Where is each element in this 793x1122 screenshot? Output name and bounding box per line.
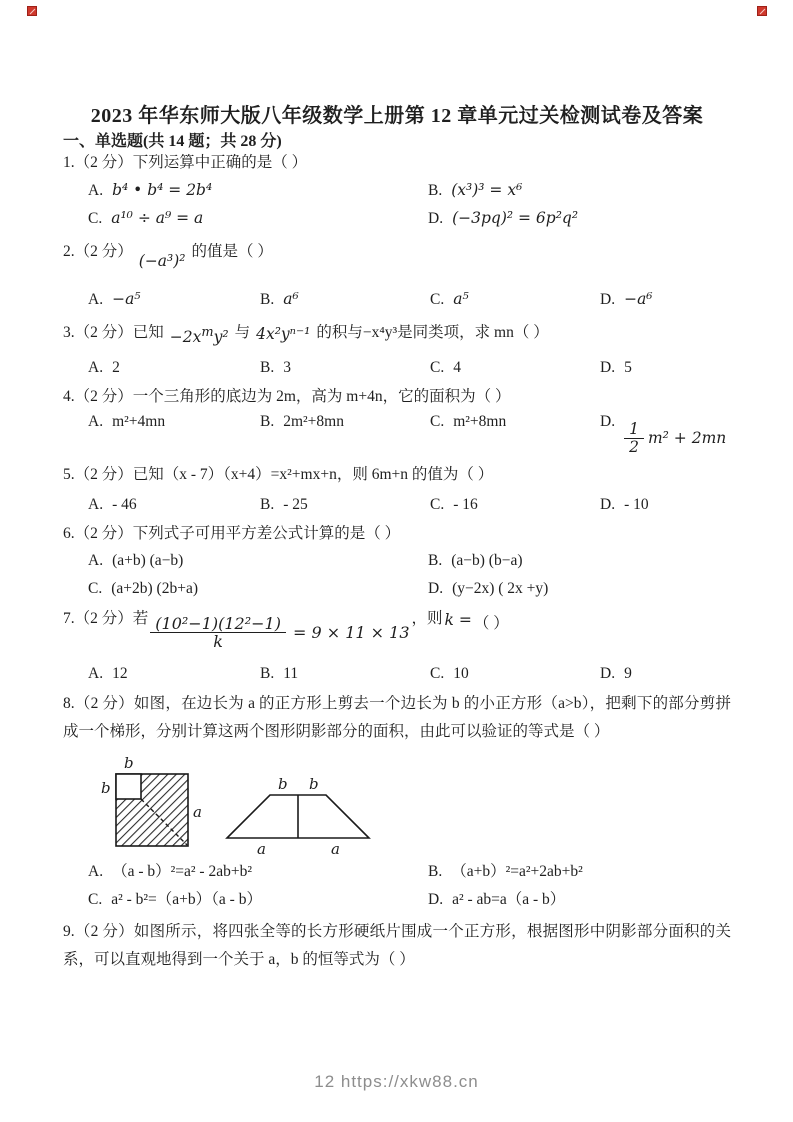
option-value: 9 xyxy=(624,665,632,682)
option-b xyxy=(428,550,731,571)
option-formula: −a⁶ xyxy=(624,290,653,308)
inline-formula: 4x²yⁿ⁻¹ xyxy=(256,325,311,343)
question-9-stem: 9.（2 分）如图所示，将四张全等的长方形硬纸片围成一个正方形，根据图形中阴影部分面积的关系，可以直观地得到一个关于 a，b 的恒等式为（ ） xyxy=(63,923,731,968)
option-formula: a⁵ xyxy=(453,290,469,308)
option-formula: (a+b) (a−b) xyxy=(112,552,184,569)
red-corner-marker-left xyxy=(27,6,37,16)
square-left-label: b xyxy=(101,779,111,797)
option-value: 10 xyxy=(453,665,469,682)
option-formula: (−3pq)² = 6p²q² xyxy=(452,209,579,227)
option-formula: −a⁵ xyxy=(112,290,141,308)
inline-formula: $-2x^my^2$ xyxy=(169,325,229,347)
option-a xyxy=(88,550,428,571)
question-8-stem: 8.（2 分）如图，在边长为 a 的正方形上剪去一个边长为 b 的小正方形（a>b），把剩下的部分剪拼成一个梯形，分别计算这两个图形阴影部分的面积，由此可以验证的等式是（ ） xyxy=(63,695,731,740)
option-label: A. xyxy=(88,359,104,376)
option-label: A. xyxy=(88,182,104,199)
option-d xyxy=(600,411,731,457)
question-5-stem: 5.（2 分）已知（x - 7）（x+4）=x²+mx+n，则 6m+n 的值为（ ） xyxy=(63,466,494,483)
question-2-stem xyxy=(63,239,731,287)
stem-text: 的积与−x⁴y³是同类项，求 mn（ ） xyxy=(316,324,549,341)
option-label: D. xyxy=(600,413,616,430)
option-label: A. xyxy=(88,413,104,430)
option-label: A. xyxy=(88,291,104,308)
question-6 xyxy=(63,524,731,599)
fraction-denominator: k xyxy=(213,632,223,651)
fraction xyxy=(150,615,286,650)
option-label: C. xyxy=(430,496,445,513)
option-formula: (a+2b) (2b+a) xyxy=(111,580,198,597)
option-label: B. xyxy=(428,863,443,880)
question-6-options-row-1 xyxy=(88,550,731,571)
option-value: 5 xyxy=(624,359,632,376)
question-5-options-row xyxy=(88,494,731,515)
option-label: C. xyxy=(430,665,445,682)
option-label: D. xyxy=(600,496,616,513)
option-label: A. xyxy=(88,665,104,682)
inline-formula xyxy=(150,615,409,650)
option-b xyxy=(428,180,731,201)
trapezoid-top-right-label: b xyxy=(309,775,319,793)
option-label: A. xyxy=(88,552,104,569)
question-7 xyxy=(63,606,731,684)
option-formula: m²+8mn xyxy=(453,413,507,430)
stem-text: 与 xyxy=(234,324,251,341)
option-b xyxy=(260,663,430,684)
option-label: D. xyxy=(428,891,444,908)
fraction-denominator: 2 xyxy=(629,438,639,456)
option-label: B. xyxy=(428,182,443,199)
question-4 xyxy=(63,387,731,457)
square-top-label: b xyxy=(124,755,134,772)
question-4-stem: 4.（2 分）一个三角形的底边为 2m，高为 m+4n，它的面积为（ ） xyxy=(63,388,511,405)
inline-formula: (−a³)² xyxy=(138,252,186,270)
option-a xyxy=(88,289,260,310)
question-9 xyxy=(63,918,731,974)
option-value: 11 xyxy=(283,665,299,682)
option-b xyxy=(260,289,430,310)
option-label: B. xyxy=(260,413,275,430)
option-formula: m²+4mn xyxy=(112,413,166,430)
option-a xyxy=(88,411,260,457)
option-formula: (x³)³ = x⁶ xyxy=(451,181,523,199)
option-label: D. xyxy=(428,210,444,227)
option-d xyxy=(428,208,731,229)
option-value: 4 xyxy=(453,359,461,376)
q8-square-figure xyxy=(93,755,205,858)
option-formula: b⁴ • b⁴ = 2b⁴ xyxy=(112,181,213,199)
question-8 xyxy=(63,690,731,910)
question-3 xyxy=(63,320,731,378)
option-label: C. xyxy=(430,359,445,376)
option-d xyxy=(600,289,731,310)
trapezoid-bottom-left-label: a xyxy=(257,840,266,858)
document-content xyxy=(63,103,731,974)
option-label: B. xyxy=(260,291,275,308)
option-formula: a⁶ xyxy=(283,290,299,308)
option-c xyxy=(430,494,600,515)
stem-text: 3.（2 分）已知 xyxy=(63,324,164,341)
option-formula: a¹⁰ ÷ a⁹ = a xyxy=(111,209,204,227)
option-c xyxy=(430,663,600,684)
question-8-options-row-1 xyxy=(88,861,731,882)
option-label: C. xyxy=(430,291,445,308)
question-2-options-row xyxy=(88,289,731,310)
option-formula: （a+b）²=a²+2ab+b² xyxy=(451,863,583,880)
option-label: A. xyxy=(88,863,104,880)
stem-text: 7.（2 分）若 xyxy=(63,610,149,627)
stem-text: （ ） xyxy=(473,615,509,632)
page-title: 2023 年华东师大版八年级数学上册第 12 章单元过关检测试卷及答案 xyxy=(90,105,704,127)
option-c xyxy=(88,208,428,229)
option-formula: (a−b) (b−a) xyxy=(451,552,523,569)
square-right-label: a xyxy=(193,803,202,821)
option-label: D. xyxy=(600,665,616,682)
question-8-figures xyxy=(93,755,731,858)
question-8-options-row-2 xyxy=(88,889,731,910)
option-value: - 46 xyxy=(112,496,137,513)
option-value: 2 xyxy=(112,359,120,376)
option-label: B. xyxy=(428,552,443,569)
option-value: - 16 xyxy=(453,496,478,513)
option-formula: （a - b）²=a² - 2ab+b² xyxy=(112,863,252,880)
question-5 xyxy=(63,465,731,515)
question-1-options-row-2 xyxy=(88,208,731,229)
option-d xyxy=(428,889,731,910)
option-b xyxy=(260,411,430,457)
formula-equals: = 9 × 11 × 13 xyxy=(292,623,410,642)
option-formula: a² - b²=（a+b）（a - b） xyxy=(111,891,262,908)
question-6-stem: 6.（2 分）下列式子可用平方差公式计算的是（ ） xyxy=(63,525,401,542)
option-label: A. xyxy=(88,496,104,513)
option-formula xyxy=(624,421,726,456)
option-formula: (y−2x) ( 2x +y) xyxy=(452,580,549,597)
option-label: B. xyxy=(260,359,275,376)
red-corner-marker-right xyxy=(757,6,767,16)
question-2 xyxy=(63,239,731,310)
fraction-numerator: 1 xyxy=(624,421,644,439)
question-1 xyxy=(63,153,731,229)
exponent: m xyxy=(201,325,214,340)
option-c xyxy=(88,578,428,599)
question-4-options-row xyxy=(88,411,731,457)
page-footer: 12 https://xkw88.cn xyxy=(314,1072,479,1091)
option-c xyxy=(88,889,428,910)
trapezoid-top-left-label: b xyxy=(278,775,288,793)
option-d xyxy=(600,663,731,684)
fraction xyxy=(624,421,644,456)
stem-text: 2.（2 分） xyxy=(63,243,133,260)
option-c xyxy=(430,289,600,310)
question-7-stem xyxy=(63,606,731,658)
question-3-stem xyxy=(63,320,731,351)
option-a xyxy=(88,180,428,201)
question-1-options-row-1 xyxy=(88,180,731,201)
stem-text: 的值是（ ） xyxy=(191,243,273,260)
question-1-stem: 1.（2 分）下列运算中正确的是（ ） xyxy=(63,154,308,171)
option-a xyxy=(88,663,260,684)
question-6-options-row-2 xyxy=(88,578,731,599)
question-3-options-row xyxy=(88,357,731,378)
option-a xyxy=(88,494,260,515)
option-b xyxy=(428,861,731,882)
option-value: - 25 xyxy=(283,496,308,513)
option-label: B. xyxy=(260,496,275,513)
option-formula: a² - ab=a（a - b） xyxy=(452,891,566,908)
option-a xyxy=(88,357,260,378)
option-b xyxy=(260,494,430,515)
option-formula: 2m²+8mn xyxy=(283,413,344,430)
question-7-options-row xyxy=(88,663,731,684)
option-value: 3 xyxy=(283,359,291,376)
option-d xyxy=(600,494,731,515)
option-c xyxy=(430,357,600,378)
option-b xyxy=(260,357,430,378)
option-label: B. xyxy=(260,665,275,682)
option-label: D. xyxy=(600,291,616,308)
section-heading: 一、单选题(共 14 题；共 28 分) xyxy=(63,133,282,150)
inline-formula: k = xyxy=(444,611,472,629)
option-label: D. xyxy=(428,580,444,597)
fraction-numerator: (10²−1)(12²−1) xyxy=(150,615,286,633)
option-d xyxy=(600,357,731,378)
option-label: C. xyxy=(88,580,103,597)
option-value: - 10 xyxy=(624,496,649,513)
option-a xyxy=(88,861,428,882)
q8-trapezoid-figure xyxy=(219,770,391,858)
option-value: 12 xyxy=(112,665,128,682)
option-label: D. xyxy=(600,359,616,376)
option-label: C. xyxy=(88,210,103,227)
option-label: C. xyxy=(88,891,103,908)
stem-text: ，则 xyxy=(411,610,443,627)
trapezoid-bottom-right-label: a xyxy=(331,840,340,858)
option-label: C. xyxy=(430,413,445,430)
option-c xyxy=(430,411,600,457)
formula-rest: m² + 2mn xyxy=(647,429,727,447)
option-d xyxy=(428,578,731,599)
